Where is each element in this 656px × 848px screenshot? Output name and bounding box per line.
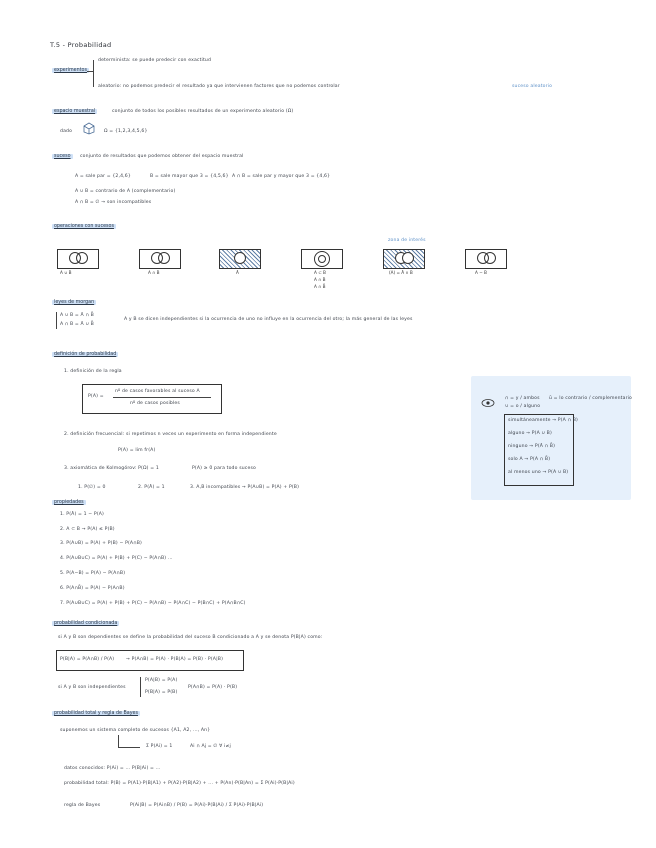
property-4: 4. P(A∪B∪C) = P(A) + P(B) + P(C) − P(A∩B) ... — [60, 556, 173, 561]
property-3: 3. P(A∪B) = P(A) + P(B) − P(A∩B) — [60, 541, 142, 546]
total-condition-1: Σ P(Ai) = 1 — [146, 744, 173, 749]
panel-row-4: solo A → P(A ∩ B̄) — [508, 457, 551, 462]
conditional-formula-tail: → P(A∩B) = P(A) · P(B|A) = P(B) · P(A|B) — [126, 657, 224, 662]
definition-frequency: 2. definición frecuencial: si repetimos n veces un experimento en forma independiente — [64, 432, 277, 437]
conditional-formula: P(B|A) = P(A∩B) / P(A) — [60, 657, 115, 662]
total-known-data: datos conocidos: P(Ai) = ... P(B|Ai) = ... — [64, 766, 161, 771]
definition-heading: definición de probabilidad — [54, 352, 117, 357]
sample-space-text: conjunto de todos los posibles resultados de un experimento aleatorio (Ω) — [112, 109, 294, 114]
morgan-law-2: A ∩ B = Ā ∪ B̄ — [60, 322, 94, 327]
laplace-fraction-bar — [113, 397, 211, 398]
independent-1: P(A|B) = P(A) — [145, 678, 178, 683]
definition-rule: 1. definición de la regla — [64, 369, 122, 374]
event-heading: suceso — [54, 154, 71, 159]
venn-union — [57, 249, 99, 269]
event-text: conjunto de resultados que podemos obtener del espacio muestral — [80, 154, 244, 159]
property-2: 2. A ⊂ B → P(A) ≤ P(B) — [60, 527, 115, 532]
venn-minus — [465, 249, 507, 269]
panel-row-1: simultáneamente → P(A ∩ B) — [508, 418, 578, 423]
property-7: 7. P(A∪B∪C) = P(A) + P(B) + P(C) − P(A∩B) − P(A∩C) − P(B∩C) + P(A∩B∩C) — [60, 601, 246, 606]
deterministic-text: determinista: se puede predecir con exactitud — [98, 58, 212, 63]
event-incompatible: A ∩ B = ∅ → son incompatibles — [75, 200, 152, 205]
sample-space-heading: espacio muestral — [54, 109, 96, 114]
venn-caption-4b: A ∩ B — [314, 277, 326, 282]
panel-box — [504, 414, 574, 486]
laplace-denominator: nº de casos posibles — [130, 401, 180, 406]
venn-caption-1: A ∪ B — [60, 270, 72, 275]
morgan-law-1: A ∪ B = Ā ∩ B̄ — [60, 313, 94, 318]
total-arrow-vertical — [118, 735, 119, 747]
venn-complement — [219, 249, 261, 269]
experiments-label: experimentos — [54, 68, 87, 73]
panel-row-3: ninguno → P(Ā ∩ B̄) — [508, 444, 556, 449]
venn-difference-hatched — [383, 249, 425, 269]
morgan-heading: leyes de morgan — [54, 300, 95, 305]
property-6: 6. P(A∩B̄) = P(A) − P(A∩B) — [60, 586, 125, 591]
random-arrow-text: suceso aleatorio — [512, 84, 553, 89]
venn-caption-3: Ā — [236, 270, 239, 275]
venn-intersection — [139, 249, 181, 269]
panel-complement-note: ū = lo contrario / complementario — [549, 396, 633, 401]
venn-caption-4: A ⊂ B — [314, 270, 326, 275]
conditional-text: si A y B son dependientes se define la probabilidad del suceso B condicionado a A y se denota P(B|A) como: — [58, 635, 323, 640]
axiom-1: 1. P(∅) = 0 — [78, 485, 106, 490]
property-5: 5. P(A−B) = P(A) − P(A∩B) — [60, 571, 126, 576]
dice-sample-space: Ω = {1,2,3,4,5,6} — [104, 129, 148, 134]
property-1: 1. P(Ā) = 1 − P(A) — [60, 512, 104, 517]
total-probability-formula: probabilidad total: P(B) = P(A1)·P(B|A1) + P(A2)·P(B|A2) + ... + P(An)·P(B|An) = Σ P(Ai)·P(B|Ai) — [64, 781, 295, 786]
total-condition-2: Ai ∩ Aj = ∅ ∀ i≠j — [190, 744, 231, 749]
bayes-formula: P(Ai|B) = P(Ai∩B) / P(B) = P(Ai)·P(B|Ai) / Σ P(Ai)·P(B|Ai) — [130, 803, 264, 808]
total-heading: probabilidad total y regla de Bayes — [54, 711, 138, 716]
event-complement: A ∪ B = contrario de A (complementario) — [75, 189, 176, 194]
event-example-b: B = sale mayor que 3 = {4,5,6} — [150, 174, 229, 179]
properties-heading: propiedades — [54, 500, 84, 505]
eye-icon — [481, 398, 495, 408]
independent-2: P(B|A) = P(B) — [145, 690, 178, 695]
summary-panel — [471, 376, 631, 500]
venn-caption-6: A − B — [475, 270, 487, 275]
hatch-label: zona de interés — [388, 238, 426, 243]
page-title: T.5 - Probabilidad — [50, 41, 112, 49]
random-text: aleatorio: no podemos predecir el resultado ya que intervienen factores que no podemos controlar — [98, 84, 340, 89]
morgan-brace — [56, 312, 57, 329]
axiom-2: 2. P(Ā) = 1 — [138, 485, 165, 490]
bayes-label: regla de Bayes — [64, 803, 101, 808]
panel-union-note: ∪ = o / alguno — [505, 404, 541, 409]
venn-caption-2: A ∩ B — [148, 270, 160, 275]
definition-axiomatic-arrow: P(A) ≥ 0 para todo suceso — [192, 466, 256, 471]
laplace-numerator: nº de casos favorables al suceso A — [115, 389, 200, 394]
total-text: suponemos un sistema completo de sucesos {A1, A2, ..., An} — [60, 728, 211, 733]
panel-row-2: alguno → P(A ∪ B) — [508, 431, 552, 436]
event-example-a: A = sale par = {2,4,6} — [75, 174, 131, 179]
venn-subset — [301, 249, 343, 269]
total-arrow-horizontal — [118, 747, 140, 748]
dice-icon — [82, 121, 96, 135]
independent-result: P(A∩B) = P(A) · P(B) — [188, 685, 238, 690]
axiom-3: 3. A,B incompatibles → P(A∪B) = P(A) + P(B) — [190, 485, 300, 490]
morgan-text: A y B se dicen independientes si la ocurrencia de uno no influye en la ocurrencia del otro; la más general de las leyes — [124, 317, 413, 322]
laplace-lhs: P(A) = — [88, 394, 104, 399]
venn-caption-4c: A ∩ B̄ — [314, 284, 326, 289]
definition-frequency-formula: P(A) = lim fr(A) — [118, 448, 156, 453]
conditional-heading: probabilidad condicionada — [54, 621, 118, 626]
bracket-vertical — [93, 60, 94, 87]
independent-text: si A y B son independientes — [58, 685, 126, 690]
panel-row-5: al menos uno → P(A ∪ B) — [508, 470, 569, 475]
independent-brace — [140, 677, 141, 697]
panel-intersection-note: ∩ = y / ambos — [505, 396, 540, 401]
definition-axiomatic: 3. axiomática de Kolmogórov: P(Ω) = 1 — [64, 466, 159, 471]
event-example-ab: A ∩ B = sale par y mayor que 3 = {4,6} — [232, 174, 331, 179]
venn-caption-5: (A) = Ā ∩ B — [389, 270, 413, 275]
dice-label: dado — [60, 129, 73, 134]
operations-heading: operaciones con sucesos — [54, 224, 114, 229]
